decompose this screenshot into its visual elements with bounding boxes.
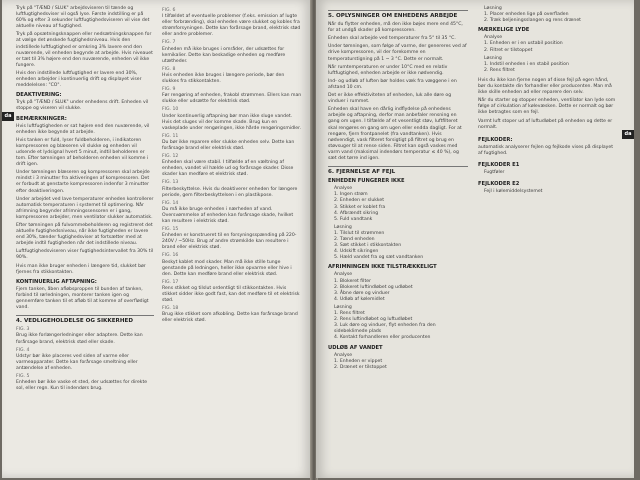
udlob-losning-2: 2. Træk beljeningsslangen og rens drænet [484,18,581,24]
trouble-note-1: Hvis du ikke kan fjerne nogen af disse fejl på egen hånd, bør du kontakte din forhandler eller producenten. Man må ikke skille enheden ad eller reparere den selv. [478,77,612,96]
note-para-5: Efter tømningen på fulvommebeholderen og registreret det aktuelle fugtighedsniveau, når ikke fugtigheden er lavere end 30%, tænder fugtighedsviser at fortsætter med at arbejde indtil fugtigheden når det indstillede niveau. [16,223,153,247]
udlob-analyse-2: 2. Drænet er tilstoppet [334,364,387,370]
afrimningen-analyse-2: 2. Blokeret luftindløbet og udløbet [334,284,413,290]
oplysning-para-5: Ind- og udløb af luften bør holdes væk fra væggene i en afstand 10 cm. [328,78,457,90]
fig-text-11: Du bør ikke reparere eller slukke enheden selv. Dette kan forårsage brand eller elektrisk stød. [162,139,295,151]
fig-label-9: FIG. 9 [162,87,176,93]
fig-text-9: Før rengøring af enheden, frakobl strømmen. Ellers kan man slukke eller udsætte for elektrisk stød. [162,93,302,105]
fig-label-10: FIG. 10 [162,107,179,113]
fungerer-analyse-4: 4. Afbrændt sikring [334,210,379,216]
note-para-1: Hvis luftfugtigheden er sat højere end den nuværende, vil enheden ikke begynde at arbejde. [16,123,150,135]
fungerer-losning-title: Løsning [334,224,352,230]
fig-text-6: I tilfældet af eventuelle problemer (f.eks. emission af lugte eller forbrænding), skal enheden være slukket og kobles fra strømforsyningen. Dette kan forårsage brand, elektrisk stød eller andre problemer. [162,14,301,38]
heading-kontinuerlig: KONTINUERLIG AFTAPNING: [16,278,97,285]
intro-para-2: Tryk på opsætningsknappen eller nedsætningsknappen for at vælge det ønskede fugtighedsniveau. Hvis den indstillede luftfugtighed er omkring 3% lavere end den nuværende, vil enheden begynde at arbejde. Hvis niveauet er tæt til 3% højere end den nuværende, enheden vil ikke fungere. [16,32,153,68]
fig-label-16: FIG. 16 [162,253,179,259]
trouble-note-3: Varmt luft stoper ud af luftudløbet på enheden og dette er normalt. [478,118,613,130]
note-para-3: Under tømningen blæseren og kompressoren skal arbejde mindst i 3 minutter fra aktiveringen af kompressoren. Det er forbudt at genstarte kompressoren indenfor 3 minutter efter deaktiveringen. [16,170,150,194]
fungerer-analyse-2: 2. Enheden er slukket [334,198,385,204]
udlob-losning-1: 1. Placer enheden lige på overfladen [484,12,569,18]
oplysning-para-6: Det er ikke effektiviteten af enheden, luk alle døre og vinduer i rummet. [328,93,452,105]
afrimningen-losning-2: 2. Rens luftindløbet og luftudløbet [334,317,413,323]
heading-fungerer: ENHEDEN FUNGERER IKKE [328,178,405,185]
heading-maerkelige: MÆRKELIGE LYDE [478,27,530,34]
fejlkoder-intro: automatisk analyserer fejlen og fejlkode vises på displayet af fugtighed. [478,144,614,156]
fungerer-losning-3: 3. Sæt stikket i stikkontakten [334,243,402,249]
heading-afrimningen: AFRIMNINGEN IKKE TILSTRÆKKELIGT [328,264,437,271]
fig-label-17: FIG. 17 [162,279,179,285]
afrimningen-analyse-4: 4. Udløb af kølemidlet [334,296,385,302]
afrimningen-analyse-title: Analyse [334,272,353,278]
fejlkode-e2-label: FEJLKODER E2 [478,181,520,188]
fig-label-6: FIG. 6 [162,8,176,13]
fig-text-10: Under kontinuerlig aftapning bør man ikke sluge vandet. Hvis det sluges vil der komme skade. Brug kun en vaskeplade under rengøringen, ikke hårde rengøringsmidler. [162,113,302,131]
note-para-7: Hvis man ikke bruger enheden i længere tid, slukket bør fjernes fra stikkontakten. [16,263,146,275]
heading-fejl: 6. FJERNELSE AF FEJL [328,166,468,175]
heading-fejlkoder: FEJLKODER: [478,136,513,143]
fungerer-analyse-5: 5. Fuld vandtank [334,216,373,222]
language-tab-right: da [622,130,634,139]
heading-oplysninger: 5. OPLYSNINGER OM ENHEDENS ARBEJDE [328,10,468,19]
fig-label-7: FIG. 7 [162,40,176,46]
afrimningen-losning-1: 1. Rens filtret [334,311,365,317]
oplysning-para-3: Under tømningen, som følge af varme, der genereres ved af drive kompressoren, vil der forekomme en temperaturstigning på 1 ~ 3 °C. Dette er normalt. [328,44,467,62]
right-page [316,0,634,478]
fungerer-losning-1: 1. Tilslut til strømmen [334,230,385,236]
udlob-analyse-1: 1. Enheden er vippet [334,358,383,364]
trouble-note-2: Når du starter og stopper enheden, ventilator kan lyde som følge af cirkulation af kølevæsken. Dette er normalt og bør ikke betragtes som en fejl. [478,98,616,116]
afrimningen-analyse-3: 3. Åbne døre og vinduer [334,290,390,296]
fungerer-analyse-3: 3. Stikket er koblet fra [334,204,386,210]
left-column-2 [162,6,302,327]
afrimningen-losning-4: 4. Kontakt forhandleren eller producenten [334,335,431,341]
fungerer-losning-2: 2. Tænd enheden [334,237,375,242]
oplysning-para-4: Når rumtemperaturen er under 10°C med en relativ luftfugtighed, enheden arbejde er ikke nødvendig. [328,64,448,76]
note-para-6: Luftfugtighedsviseren viser fugtighedsintervallet fra 30% til 90%. [16,249,154,261]
fig-label-11: FIG. 11 [162,133,179,139]
fig-label-4: FIG. 4 [16,347,30,353]
intro-para-3: Hvis den indstillede luftfugtighed er lavere end 30%, enheden arbejder i kontinuerlig drift og displayet viser meddelelsen: "CO". [16,70,142,89]
fejlkode-e1-label: FEJLKODER E1 [478,161,520,168]
heading-udlob: UDLØB AF VANDET [328,344,383,351]
fig-label-14: FIG. 14 [162,200,179,206]
afrimningen-losning-3: 3. Luk døre og vinduer, flyt enheden fra den sidebeklimede plads [334,323,436,335]
language-tab: da [2,112,14,121]
fig-text-15: Enheden er konstrueret til en forsyningsspænding på 220-240V / ~50Hz. Brug af andre strømkilde kan resultere i brand eller elektrisk stød. [162,233,297,251]
maerkelige-losning-title: Løsning [484,55,502,61]
fungerer-losning-5: 5. Hæld vandet fra og sæt vandtanken [334,255,424,261]
fig-text-17: Rens stikket og tilslut ordentligt til stikkontakten. Hvis stikket sidder ikke godt fast, kan det medføre til et elektrisk stød. [162,285,300,304]
fig-text-18: Brug ikke stikket som afkobling. Dette kan forårsage brand eller elektrisk stød. [162,312,298,324]
fig-text-5: Enheden bør ikke vaske et sted, der udsættes for direkte sol, eller regn. Kun til indendørs brug. [16,380,148,392]
fig-label-18: FIG. 18 [162,306,179,312]
fig-text-12: Enheden skal være stabil. I tilfælde af en væltning af enheden, vandet vil hælde ud og forårsage skader. Disse skader kan medføre et elektrisk stød. [162,160,294,178]
deaktivering-para: Tryk på "TÆND / SLUK" under enhedens drift. Enheden vil stoppe og viseren vil slukke. [16,100,149,112]
note-para-4: Under arbejdet ved lave temperaturer enheden kontrollerer automatisk temperaturen i systemet til optimering. Når afrimning begynder afrimningssensoren er i gang, kompressoren arbejder, men ventilator slukker automatisk. [16,196,154,220]
heading-bemaerkninger: BEMÆRKNINGER: [16,115,67,122]
fig-label-8: FIG. 8 [162,66,176,72]
fig-label-5: FIG. 5 [16,373,30,379]
heading-vedligeholdelse: 4. VEDLIGEHOLDELSE OG SIKKERHED [16,315,154,324]
fig-label-3: FIG. 3 [16,327,30,333]
maerkelige-losning-2: 2. Rens filtret [484,67,515,73]
heading-deaktivering: DEAKTIVERING: [16,92,62,99]
fig-text-3: Brug ikke forlængerledninger eller adaptere. Dette kan forårsage brand, elektrisk stød eller skade. [16,333,143,345]
right-column-2 [478,6,616,195]
fungerer-analyse-1: 1. Ingen strøm [334,192,368,198]
fig-text-14: Du må ikke bruge enheden i nærheden af vand. Oversvømmelse af enheden kan forårsage skade, hvilket kan resultere i elektrisk stød. [162,206,294,224]
afrimningen-losning-title: Løsning [334,304,352,310]
fig-label-15: FIG. 15 [162,227,179,233]
left-column-1 [16,6,154,394]
oplysning-para-7: Enheden skal have en dårlig indflydelse på enhedens arbejde og aftapning, derfor man anbefaler rensning en gang om ugen. I tilfælde af et vesentligt støv, luftfilteret skal rengøres en gang om ugen eller endda dagligt. For at rengøre, fjern frontpanelet (fra vandtanken). Hvis nødvendigt, vask filteret forsigtigt på filtret og brug en støvsuger til at rense siden. Filtret kan også vaskes med varm vand (maksimal indendørs temperatur ≤ 40 %), og sæt det tørre ind igen. [328,107,462,161]
maerkelige-analyse-1: 1. Enheden er i en ustabil position [484,41,563,47]
oplysning-para-1: Når du flytter enheden, må den ikke bøjes mere end 45°C, for at undgå skader på kompressoren. [328,22,463,34]
fungerer-losning-4: 4. Udskift sikringen [334,249,379,255]
oplysning-para-2: Enheden skal arbejde ved temperaturer fra 5° til 35 °C. [328,36,456,42]
left-page [2,0,312,478]
fig-text-16: Beskyt kablet mod skader. Man må ikke stille tunge genstande på ledningen, heller ikke opvarme eller hive i den. Dette kan medføre brand eller elektrisk stød. [162,259,292,277]
maerkelige-analyse-title: Analyse [484,35,503,41]
fejlkode-e2-text: Fejl i kølemiddelsystemet [484,189,543,195]
fig-label-12: FIG. 12 [162,154,179,160]
fig-label-13: FIG. 13 [162,180,179,186]
udlob-losning-title: Løsning [484,6,502,11]
udlob-analyse-title: Analyse [334,352,353,358]
intro-para-1: Tryk på "TÆND / SLUK" arbejdsviseren til tænde og luftfugtighedsviser vil også lyse. Første indstilling er på 60% og efter 3 sekunder luftfugtighedsviseren vil vise det aktuelle niveau af fugtighed. [16,6,150,30]
fig-text-4: Udstyr bør ikke placeres ved siden af varme eller varmeapparater. Dette kan forårsage smeltning eller antændelse af enheden. [16,353,138,371]
fig-text-8: Hvis enheden ikke bruges i længere periode, bør den slukkes fra stikkontakten. [162,72,285,85]
fig-text-7: Enheden må ikke bruges i områder, der udsættes for kemikalier. Dette kan beskadige enheden og medføre utætheder. [162,46,286,64]
afrimningen-analyse-1: 1. Blokeret filter [334,278,371,284]
maerkelige-losning-1: 1. Indstil enheden i en stabil position [484,61,569,67]
maerkelige-analyse-2: 2. Filtret er tilstoppet [484,47,533,53]
kontinuerlig-para: Fjern tanken, åben afløbsproppen til bunden af tanken, forbind til rørledningen, monterer tanken igen og gennemføre tanken til et afløb til at komme af overflødigt vand. [16,286,149,311]
fejlkode-e1-text: Fugtføler [484,170,505,176]
fungerer-analyse-title: Analyse [334,186,353,192]
note-para-2: Hvis tanken er fuld, lyser fuldbeholderen, i indikatoren kompressoren og blæseren vil slukke og enheden vil udsende et lydsignal hvert 5 minut, indtil beholderen er tom. Efter tømningen af beholderen enheden vil komme i drift igen. [16,137,149,168]
fig-text-13: Filterbeskyttelse. Hvis du deaktiverer enheden for længere periode, gem filterbeskyttelsen i en plastikpose. [162,186,298,198]
right-column-1 [328,6,468,371]
